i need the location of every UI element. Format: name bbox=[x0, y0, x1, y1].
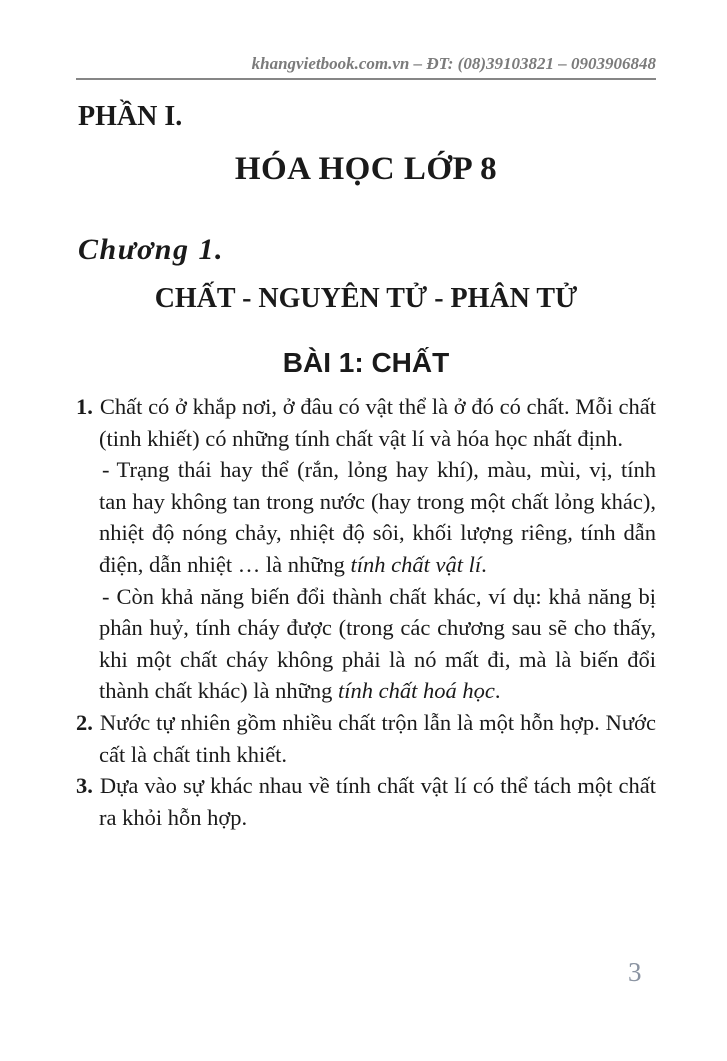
header-website-phone-text: khangvietbook.com.vn – ĐT: (08)39103821 – 0903906848 bbox=[251, 54, 656, 73]
item-number-1: 1. bbox=[76, 394, 93, 419]
paragraph-text: Nước tự nhiên gồm nhiều chất trộn lẫn là một hỗn hợp. Nước cất là chất tinh khiết. bbox=[99, 709, 656, 767]
lesson-title: BÀI 1: CHẤT bbox=[282, 347, 450, 378]
paragraph-dash-2 bbox=[76, 581, 656, 707]
page-number: 3 bbox=[628, 957, 642, 987]
paragraph-text: Trạng thái hay thể (rắn, lỏng hay khí), màu, mùi, vị, tính tan hay không tan trong nước (hay trong một chất lỏng khác), nhiệt độ nóng chảy, nhiệt độ sôi, khối lượng riêng, tính dẫn điện, dẫn nhiệt … là những bbox=[99, 457, 656, 577]
item-number-3: 3. bbox=[76, 773, 93, 799]
paragraph-text: Dựa vào sự khác nhau về tính chất vật lí có thể tách một chất ra khỏi hỗn hợp. bbox=[99, 773, 656, 830]
chapter-title: CHẤT - NGUYÊN TỬ - PHÂN TỬ bbox=[154, 283, 578, 314]
dash-marker: - bbox=[102, 583, 110, 609]
paragraph-text-after: . bbox=[481, 551, 487, 577]
paragraph-italic-phrase: tính chất hoá học bbox=[338, 678, 495, 704]
paragraph-item-1 bbox=[76, 391, 656, 454]
chapter-number: Chương 1. bbox=[78, 233, 224, 266]
paragraph-italic-phrase: tính chất vật lí bbox=[350, 551, 482, 577]
lesson-body bbox=[76, 391, 656, 833]
paragraph-text: Chất có ở khắp nơi, ở đâu có vật thể là ở đó có chất. Mỗi chất (tinh khiết) có những tính chất vật lí và hóa học nhất định. bbox=[99, 394, 656, 451]
dash-marker: - bbox=[102, 457, 110, 483]
paragraph-item-2 bbox=[76, 707, 656, 770]
paragraph-text: Còn khả năng biến đổi thành chất khác, ví dụ: khả năng bị phân huỷ, tính cháy được (trong các chương sau sẽ cho thấy, khi một chất cháy không phải là nó mất đi, mà là biến đổi thành chất khác) là những bbox=[99, 583, 656, 704]
item-number-2: 2. bbox=[76, 709, 93, 735]
paragraph-text-after: . bbox=[494, 678, 501, 704]
paragraph-dash-1 bbox=[76, 454, 656, 580]
part-title: PHẦN I. bbox=[78, 101, 183, 132]
paragraph-item-3 bbox=[76, 770, 656, 833]
page-content bbox=[76, 0, 656, 833]
page-header bbox=[76, 54, 656, 80]
book-title: HÓA HỌC LỚP 8 bbox=[234, 151, 498, 187]
